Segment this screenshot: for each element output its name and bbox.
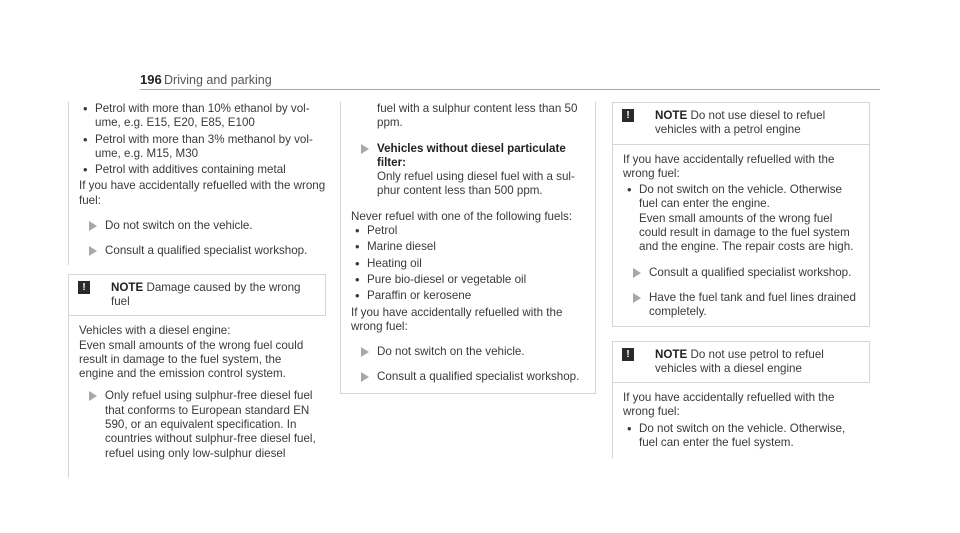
- step-text: Consult a qualified specialist workshop.: [649, 265, 852, 279]
- page-number: 196: [140, 72, 162, 87]
- note-box: [612, 341, 870, 459]
- note-title-text: Do not use petrol to refuel vehicles with a diesel engine: [655, 347, 824, 375]
- bullet-list: [623, 183, 859, 254]
- list-item-text: Do not switch on the vehicle. Otherwise fuel can enter the engine.: [639, 183, 842, 211]
- note-body: [613, 145, 869, 326]
- note-continuation: [340, 102, 596, 394]
- step-arrow-icon: [89, 391, 97, 401]
- note-title: [623, 109, 859, 138]
- action-step: [351, 345, 585, 359]
- forbidden-fuels-list: [79, 102, 326, 177]
- never-use-fuels-list: [351, 224, 585, 303]
- list-item-continuation: Even small amounts of the wrong fuel could result in damage to the fuel system and the engine. The repair costs are high.: [639, 211, 854, 254]
- step-arrow-icon: [89, 246, 97, 256]
- note-title-text: Damage caused by the wrong fuel: [111, 280, 301, 308]
- list-item: • Paraffin or kerosene: [351, 289, 585, 303]
- list-item: • Petrol: [351, 224, 585, 238]
- note-header: [613, 103, 869, 145]
- list-item: • Do not switch on the vehicle. Otherwise, fuel can enter the fuel system.: [623, 422, 860, 451]
- list-item: • Marine diesel: [351, 240, 585, 254]
- paragraph: If you have accidentally refuelled with the wrong fuel:: [623, 152, 835, 180]
- step-text: Do not switch on the vehicle.: [377, 345, 525, 359]
- action-step: [79, 219, 326, 233]
- list-item: • Heating oil: [351, 257, 585, 271]
- list-item: [623, 183, 859, 254]
- list-item: • Petrol with additives containing metal: [79, 163, 326, 177]
- step-continuation: [351, 102, 585, 131]
- step-text: Consult a qualified specialist workshop.: [105, 244, 308, 258]
- note-body: [69, 316, 326, 478]
- list-item: • Pure bio-diesel or vegetable oil: [351, 273, 585, 287]
- note-title-text: Do not use diesel to refuel vehicles with a petrol engine: [655, 109, 826, 137]
- step-text: Have the fuel tank and fuel lines drained completely.: [649, 290, 856, 319]
- step-arrow-icon: [361, 144, 369, 154]
- bullet-list: [623, 422, 860, 451]
- paragraph: If you have accidentally refuelled with the wrong fuel:: [79, 179, 326, 207]
- note-header: [69, 275, 326, 317]
- note-header: [613, 342, 870, 384]
- step-text: Do not switch on the vehicle.: [105, 219, 253, 233]
- action-step: [623, 291, 859, 320]
- note-label: NOTE: [655, 109, 688, 122]
- action-step: [79, 244, 326, 258]
- step-text: Only refuel using diesel fuel with a sul‐ phur content less than 500 ppm.: [377, 170, 575, 198]
- list-item: • Petrol with more than 3% methanol by vol‐ ume, e.g. M15, M30: [79, 133, 326, 162]
- step-arrow-icon: [633, 293, 641, 303]
- note-label: NOTE: [655, 347, 688, 361]
- step-text: Only refuel using sulphur-free diesel fuel that conforms to European standard EN 590, or an equivalent specification. In countries without sulphur-free diesel fuel, refuel using only low-sulphur diesel: [105, 389, 316, 460]
- paragraph: Even small amounts of the wrong fuel could result in damage to the fuel system, the engine and the emission control system.: [79, 338, 304, 381]
- column-1: [68, 102, 326, 478]
- page-header: [140, 72, 880, 92]
- note-title: [79, 281, 315, 310]
- paragraph: If you have accidentally refuelled with the wrong fuel:: [351, 305, 563, 333]
- column-2: [340, 102, 596, 394]
- step-text: Consult a qualified specialist workshop.: [377, 370, 580, 384]
- note-box: [68, 274, 326, 478]
- column-3: [612, 102, 870, 458]
- paragraph: Never refuel with one of the following fuels:: [351, 209, 573, 223]
- action-step: [351, 370, 585, 384]
- paragraph: If you have accidentally refuelled with the wrong fuel:: [623, 391, 835, 419]
- action-step: [623, 266, 859, 280]
- warning-icon: !: [622, 109, 634, 122]
- fuel-warning-block: [68, 102, 326, 265]
- note-label: NOTE: [111, 280, 144, 294]
- step-arrow-icon: [89, 221, 97, 231]
- warning-icon: !: [78, 281, 90, 294]
- note-title: [623, 348, 859, 377]
- step-arrow-icon: [361, 372, 369, 382]
- action-step: [79, 389, 316, 460]
- step-text: fuel with a sulphur content less than 50 ppm.: [377, 102, 578, 130]
- paragraph: Vehicles with a diesel engine:: [79, 324, 231, 338]
- action-step: [351, 142, 585, 199]
- step-arrow-icon: [361, 347, 369, 357]
- section-title: Driving and parking: [164, 73, 272, 87]
- step-title: Vehicles without diesel particulate filter:: [377, 141, 566, 169]
- note-box: [612, 102, 870, 327]
- list-item: • Petrol with more than 10% ethanol by vol‐ ume, e.g. E15, E20, E85, E100: [79, 102, 326, 131]
- note-body: [613, 383, 870, 458]
- warning-icon: !: [622, 348, 634, 361]
- step-arrow-icon: [633, 268, 641, 278]
- header-divider: [140, 89, 880, 90]
